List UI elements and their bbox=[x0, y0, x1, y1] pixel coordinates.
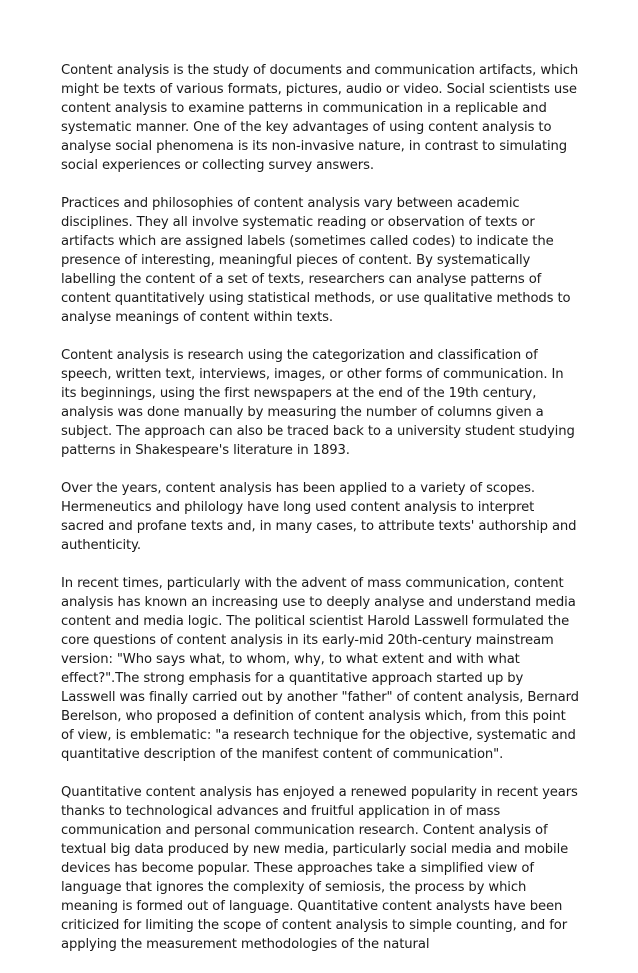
paragraph-definition: Content analysis is the study of documents and communication artifacts, which might be texts of various formats, pictures, audio or video. Social scientists use content analysis to examine patterns in communication in a replicable and systematic manner. One of the key advantages of using content analysis to analyse social phenomena is its non-invasive nature, in contrast to simulating social experiences or collecting survey answers. bbox=[61, 63, 579, 173]
paragraph-history-scopes: Over the years, content analysis has been applied to a variety of scopes. Hermeneutics and philology have long used content analysis to interpret sacred and profane texts and, in many cases, to attribute texts' authorship and authenticity. bbox=[61, 481, 577, 553]
paragraph-mass-communication: In recent times, particularly with the advent of mass communication, content analysis has known an increasing use to deeply analyse and understand media content and media logic. The political scientist Harold Lasswell formulated the core questions of content analysis in its early-mid 20th-century mainstream version: "Who says what, to whom, why, to what extent and with what effect?".The strong emphasis for a quantitative approach started up by Lasswell was finally carried out by another "father" of content analysis, Bernard Berelson, who proposed a definition of content analysis which, from this point of view, is emblematic: "a research technique for the objective, systematic and quantitative description of the manifest content of communication". bbox=[61, 576, 579, 762]
paragraph-research-methods: Content analysis is research using the categorization and classification of speech, written text, interviews, images, or other forms of communication. In its beginnings, using the first newspapers at the end of the 19th century, analysis was done manually by measuring the number of columns given a subject. The approach can also be traced back to a university student studying patterns in Shakespeare's literature in 1893. bbox=[61, 348, 575, 458]
document-body bbox=[61, 61, 581, 973]
paragraph-quantitative: Quantitative content analysis has enjoyed a renewed popularity in recent years thanks to technological advances and fruitful application in of mass communication and personal communication research. Content analysis of textual big data produced by new media, particularly social media and mobile devices has become popular. These approaches take a simplified view of language that ignores the complexity of semiosis, the process by which meaning is formed out of language. Quantitative content analysts have been criticized for limiting the scope of content analysis to simple counting, and for applying the measurement methodologies of the natural bbox=[61, 785, 578, 952]
paragraph-practices: Practices and philosophies of content analysis vary between academic disciplines. They all involve systematic reading or observation of texts or artifacts which are assigned labels (sometimes called codes) to indicate the presence of interesting, meaningful pieces of content. By systematically labelling the content of a set of texts, researchers can analyse patterns of content quantitatively using statistical methods, or use qualitative methods to analyse meanings of content within texts. bbox=[61, 196, 571, 325]
